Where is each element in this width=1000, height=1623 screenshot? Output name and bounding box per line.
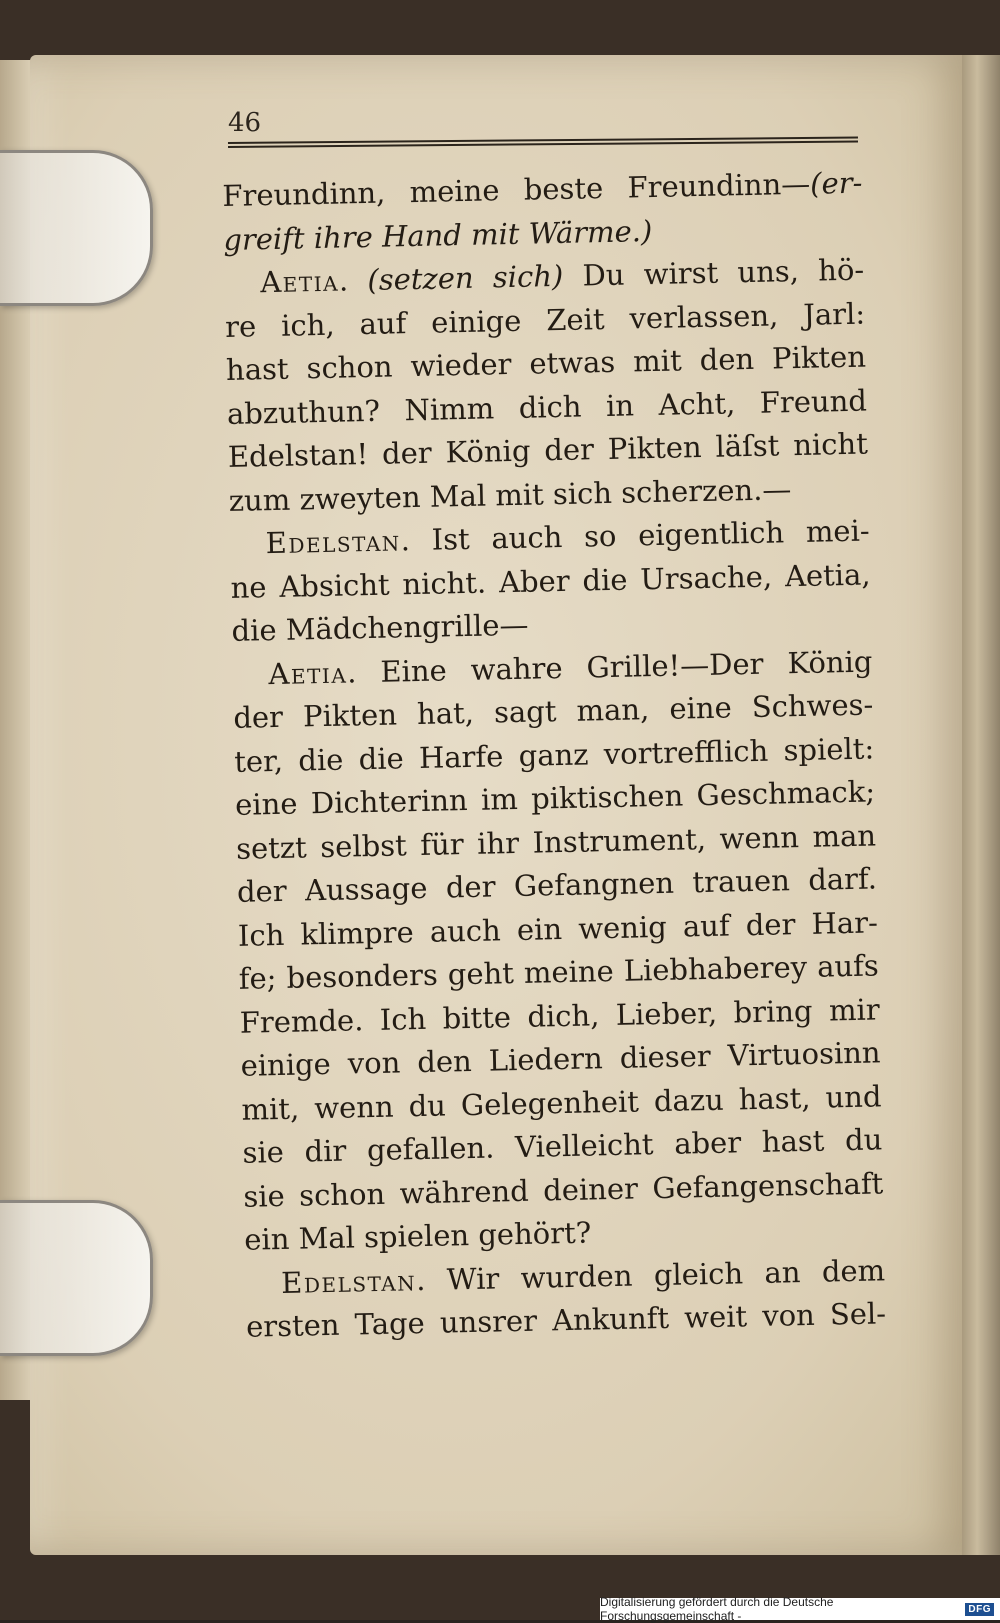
line-text: Fremde. Ich bitte dich, Lieber, bring mir: [239, 991, 880, 1040]
line-text: .: [338, 262, 368, 298]
line-text: . Eine wahre Grille!—Der König: [346, 643, 873, 689]
speaker-name: Aetia: [259, 263, 340, 300]
line-text: fe; besonders geht meine Liebhaberey aufs: [238, 948, 880, 996]
line-text: mit, wenn du Gelegenheit dazu hast, und: [241, 1078, 882, 1127]
speaker-name: Aetia: [268, 654, 348, 691]
line-text: setzt selbst für ihr Instrument, wenn man: [235, 817, 877, 866]
page-number: 46: [228, 108, 262, 138]
page-clip-bottom: [0, 1200, 153, 1356]
digitization-footer: [600, 1595, 1000, 1623]
footer-text: Digitalisierung gefördert durch die Deutsche Forschungsgemeinschaft -: [600, 1595, 834, 1623]
line-text: ein Mal spielen gehört?: [243, 1215, 592, 1257]
line-text: ne Absicht nicht. Aber die Ursache, Aetia,: [230, 557, 871, 605]
line-text: ersten Tage unsrer Ankunft weit von Sel-: [245, 1296, 887, 1344]
line-text: ter, die die Harfe ganz vortrefflich spielt:: [233, 730, 875, 779]
line-text: hast schon wieder etwas mit den Pikten: [225, 339, 867, 387]
line-text: sie schon während deiner Gefangenschaft: [243, 1165, 884, 1214]
line-text: Ich klimpre auch ein wenig auf der Har-: [237, 904, 879, 953]
line-text: die Mädchengrille—: [231, 607, 529, 648]
page-text: [222, 162, 886, 1350]
line-text: . Ist auch so eigentlich mei-: [400, 513, 870, 558]
line-text: einige von den Liedern dieser Virtuosinn: [240, 1035, 881, 1083]
line-text: re ich, auf einige Zeit verlassen, Jarl:: [224, 296, 866, 344]
line-text: zum zweyten Mal mit sich scherzen.—: [228, 471, 792, 518]
line-text: Edelstan! der König der Pikten läſst nicht: [227, 426, 869, 474]
page-stack-right: [962, 55, 1000, 1555]
speaker-name: Edelstan: [265, 523, 402, 561]
line-text: der Aussage der Gefangnen trauen darf.: [236, 861, 878, 909]
line-text: Du wirst uns, hö-: [562, 252, 865, 293]
line-text: abzuthun? Nimm dich in Acht, Freund: [226, 383, 868, 431]
page-clip-top: [0, 150, 153, 306]
stage-direction: (er-: [809, 165, 863, 201]
stage-direction: (setzen sich): [367, 258, 564, 297]
line-text: eine Dichterinn im piktischen Geschmack;: [234, 774, 876, 822]
line-text: . Wir wurden gleich an dem: [415, 1252, 886, 1297]
speaker-name: Edelstan: [280, 1262, 417, 1300]
line-text: der Pikten hat, sagt man, eine Schwes-: [233, 687, 874, 735]
stage-direction: greift ihre Hand mit Wärme.): [222, 213, 653, 257]
line-text: sie dir gefallen. Vielleicht aber hast du: [242, 1122, 883, 1170]
dfg-logo: DFG: [965, 1603, 994, 1616]
line-text: Freundinn, meine beste Freundinn—: [222, 166, 811, 213]
